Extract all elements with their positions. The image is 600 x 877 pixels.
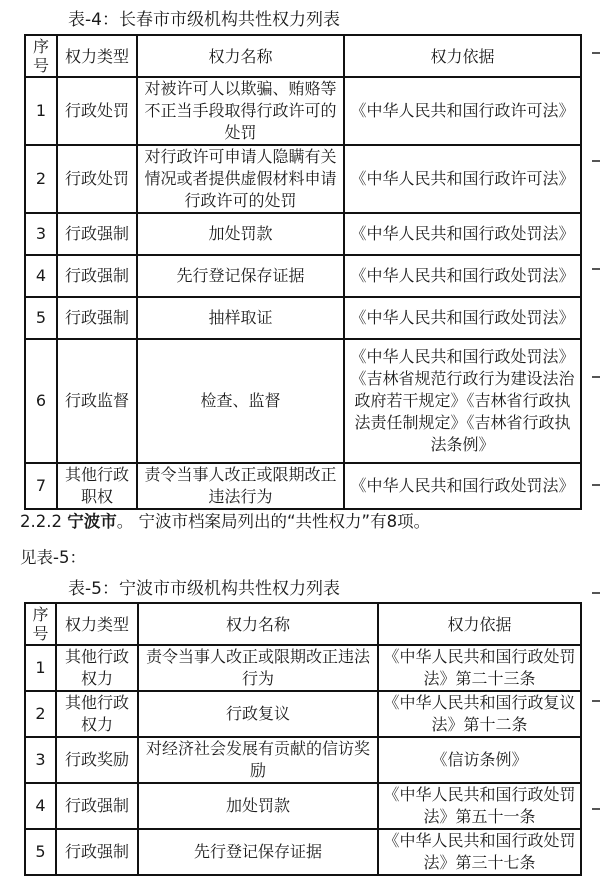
header-name: 权力名称 xyxy=(138,603,378,645)
row-basis: 《中华人民共和国行政许可法》 xyxy=(344,145,581,213)
row-basis: 《中华人民共和国行政处罚法》 xyxy=(344,255,581,297)
table-row xyxy=(25,339,581,463)
row-type: 行政强制 xyxy=(57,297,137,339)
row-no: 5 xyxy=(25,297,57,339)
margin-tick xyxy=(592,808,600,810)
table4 xyxy=(24,34,582,510)
row-name: 检查、监督 xyxy=(137,339,344,463)
row-basis: 《中华人民共和国行政处罚法》 xyxy=(344,463,581,509)
table-row xyxy=(25,77,581,145)
row-name: 先行登记保存证据 xyxy=(138,829,378,875)
table4-caption: 表-4：长春市市级机构共性权力列表 xyxy=(68,10,340,30)
row-basis: 《中华人民共和国行政处罚法》《吉林省规范行政行为建设法治政府若干规定》《吉林省行政执法责任制规定》《吉林省行政执法条例》 xyxy=(344,339,581,463)
row-name: 对经济社会发展有贡献的信访奖励 xyxy=(138,737,378,783)
row-no: 6 xyxy=(25,339,57,463)
table-row xyxy=(25,145,581,213)
row-no: 2 xyxy=(25,691,56,737)
row-type: 行政强制 xyxy=(56,783,138,829)
table-row xyxy=(25,213,581,255)
header-basis: 权力依据 xyxy=(378,603,581,645)
row-type: 其他行政职权 xyxy=(57,463,137,509)
header-name: 权力名称 xyxy=(137,35,344,77)
row-name: 对被许可人以欺骗、贿赂等不正当手段取得行政许可的处罚 xyxy=(137,77,344,145)
margin-tick xyxy=(592,700,600,702)
table4-header-row xyxy=(25,35,581,77)
table-row xyxy=(25,297,581,339)
margin-tick xyxy=(592,592,600,594)
row-no: 3 xyxy=(25,213,57,255)
row-type: 行政强制 xyxy=(56,829,138,875)
table-row xyxy=(25,829,581,875)
row-basis: 《中华人民共和国行政处罚法》第三十七条 xyxy=(378,829,581,875)
row-type: 行政监督 xyxy=(57,339,137,463)
row-name: 责令当事人改正或限期改正违法行为 xyxy=(138,645,378,691)
row-type: 其他行政权力 xyxy=(56,691,138,737)
section-text: 宁波市档案局列出的“共性权力”有8项。 xyxy=(138,512,431,531)
row-type: 行政处罚 xyxy=(57,77,137,145)
margin-tick xyxy=(592,376,600,378)
section-city: 宁波市 xyxy=(67,512,117,531)
row-no: 7 xyxy=(25,463,57,509)
see-table-line: 见表-5： xyxy=(20,548,86,567)
row-basis: 《中华人民共和国行政许可法》 xyxy=(344,77,581,145)
header-type: 权力类型 xyxy=(56,603,138,645)
table5-header-row xyxy=(25,603,581,645)
row-no: 1 xyxy=(25,645,56,691)
row-basis: 《中华人民共和国行政处罚法》 xyxy=(344,213,581,255)
row-no: 2 xyxy=(25,145,57,213)
table-row xyxy=(25,691,581,737)
row-name: 抽样取证 xyxy=(137,297,344,339)
row-type: 行政强制 xyxy=(57,255,137,297)
table5-caption: 表-5：宁波市市级机构共性权力列表 xyxy=(68,579,340,599)
margin-tick xyxy=(592,52,600,54)
margin-tick xyxy=(592,268,600,270)
margin-tick xyxy=(592,160,600,162)
table-row xyxy=(25,645,581,691)
row-no: 4 xyxy=(25,255,57,297)
row-no: 4 xyxy=(25,783,56,829)
row-name: 责令当事人改正或限期改正违法行为 xyxy=(137,463,344,509)
row-name: 加处罚款 xyxy=(137,213,344,255)
section-number: 2.2.2 xyxy=(20,512,62,531)
section-heading: 2.2.2 宁波市。 宁波市档案局列出的“共性权力”有8项。 xyxy=(20,512,431,531)
header-no: 序号 xyxy=(25,603,56,645)
row-basis: 《中华人民共和国行政复议法》第十二条 xyxy=(378,691,581,737)
row-type: 行政强制 xyxy=(57,213,137,255)
table-row xyxy=(25,255,581,297)
row-type: 行政奖励 xyxy=(56,737,138,783)
table-row xyxy=(25,783,581,829)
row-type: 其他行政权力 xyxy=(56,645,138,691)
row-no: 3 xyxy=(25,737,56,783)
row-name: 先行登记保存证据 xyxy=(137,255,344,297)
margin-tick xyxy=(592,484,600,486)
row-type: 行政处罚 xyxy=(57,145,137,213)
header-type: 权力类型 xyxy=(57,35,137,77)
row-name: 对行政许可申请人隐瞒有关情况或者提供虚假材料申请行政许可的处罚 xyxy=(137,145,344,213)
table-row xyxy=(25,463,581,509)
row-no: 1 xyxy=(25,77,57,145)
header-basis: 权力依据 xyxy=(344,35,581,77)
table5 xyxy=(24,602,582,876)
table-row xyxy=(25,737,581,783)
header-no: 序号 xyxy=(25,35,57,77)
row-no: 5 xyxy=(25,829,56,875)
row-name: 行政复议 xyxy=(138,691,378,737)
row-basis: 《中华人民共和国行政处罚法》第二十三条 xyxy=(378,645,581,691)
row-name: 加处罚款 xyxy=(138,783,378,829)
row-basis: 《中华人民共和国行政处罚法》第五十一条 xyxy=(378,783,581,829)
row-basis: 《中华人民共和国行政处罚法》 xyxy=(344,297,581,339)
row-basis: 《信访条例》 xyxy=(378,737,581,783)
